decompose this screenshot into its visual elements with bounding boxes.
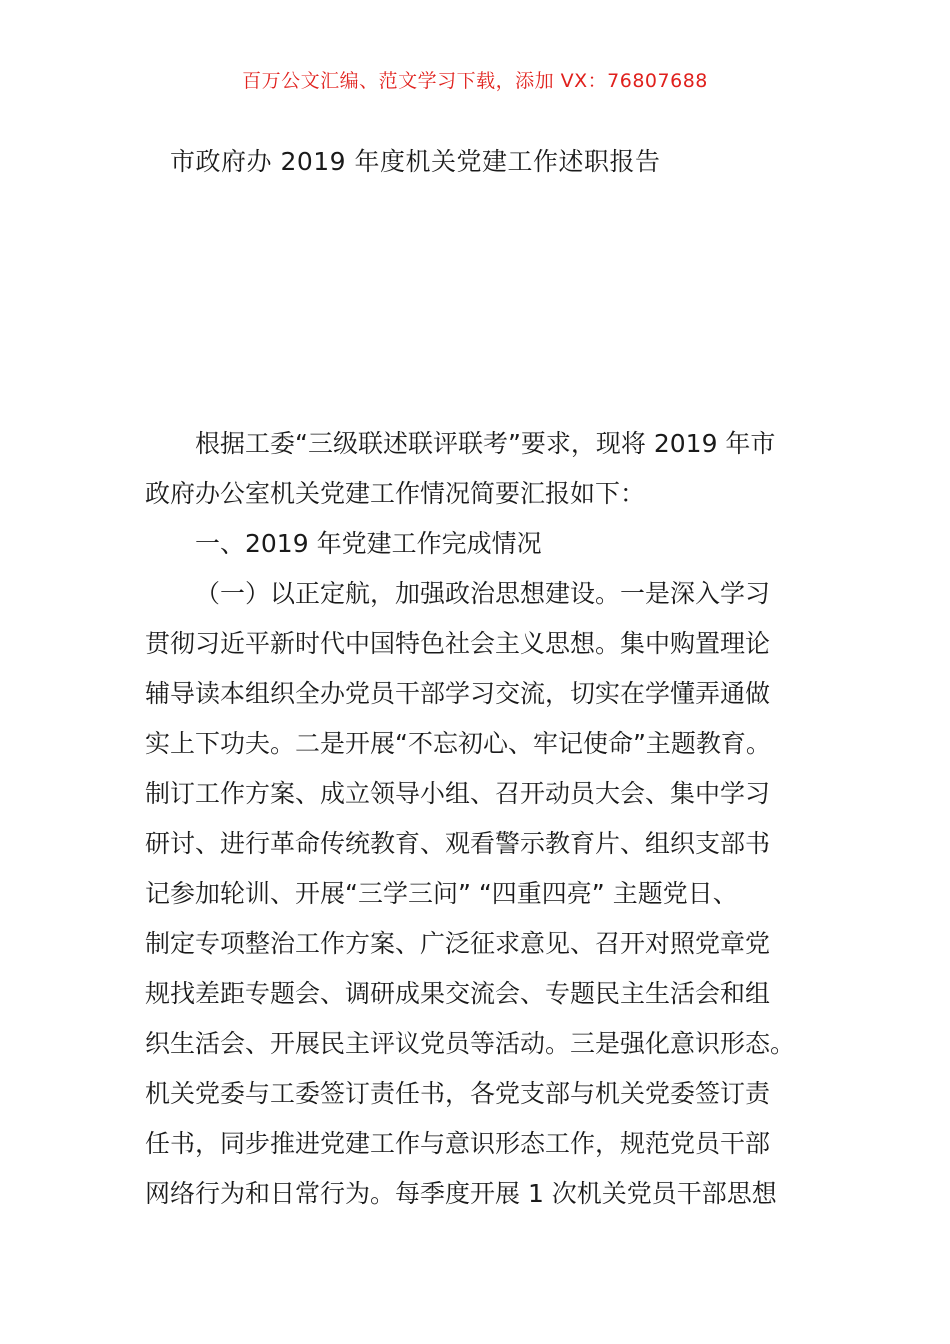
paragraph-line: 网络行为和日常行为。每季度开展 1 次机关党员干部思想 — [145, 1179, 777, 1208]
header-watermark-note: 百万公文汇编、范文学习下载，添加 VX：76807688 — [242, 70, 708, 92]
paragraph-line: 机关党委与工委签订责任书，各党支部与机关党委签订责 — [145, 1079, 771, 1108]
section-heading: 一、2019 年党建工作完成情况 — [195, 529, 542, 558]
paragraph-line: 根据工委“三级联述联评联考”要求，现将 2019 年市 — [195, 429, 776, 458]
document-body — [145, 419, 813, 1219]
paragraph-line: 贯彻习近平新时代中国特色社会主义思想。集中购置理论 — [145, 629, 771, 658]
paragraph-line: 实上下功夫。二是开展“不忘初心、牢记使命”主题教育。 — [145, 729, 771, 758]
paragraph-line: 政府办公室机关党建工作情况简要汇报如下： — [145, 479, 646, 508]
document-title: 市政府办 2019 年度机关党建工作述职报告 — [170, 147, 661, 176]
paragraph-line: 记参加轮训、开展“三学三问” “四重四亮” 主题党日、 — [145, 879, 738, 908]
paragraph-line: 织生活会、开展民主评议党员等活动。三是强化意识形态。 — [145, 1029, 796, 1058]
paragraph-line: 任书，同步推进党建工作与意识形态工作，规范党员干部 — [145, 1129, 771, 1158]
paragraph-line: 制订工作方案、成立领导小组、召开动员大会、集中学习 — [145, 779, 771, 808]
paragraph-line: 规找差距专题会、调研成果交流会、专题民主生活会和组 — [145, 979, 771, 1008]
subsection-heading-line: （一）以正定航，加强政治思想建设。一是深入学习 — [195, 579, 771, 608]
paragraph-line: 研讨、进行革命传统教育、观看警示教育片、组织支部书 — [145, 829, 771, 858]
paragraph-line: 制定专项整治工作方案、广泛征求意见、召开对照党章党 — [145, 929, 771, 958]
paragraph-line: 辅导读本组织全办党员干部学习交流，切实在学懂弄通做 — [145, 679, 771, 708]
